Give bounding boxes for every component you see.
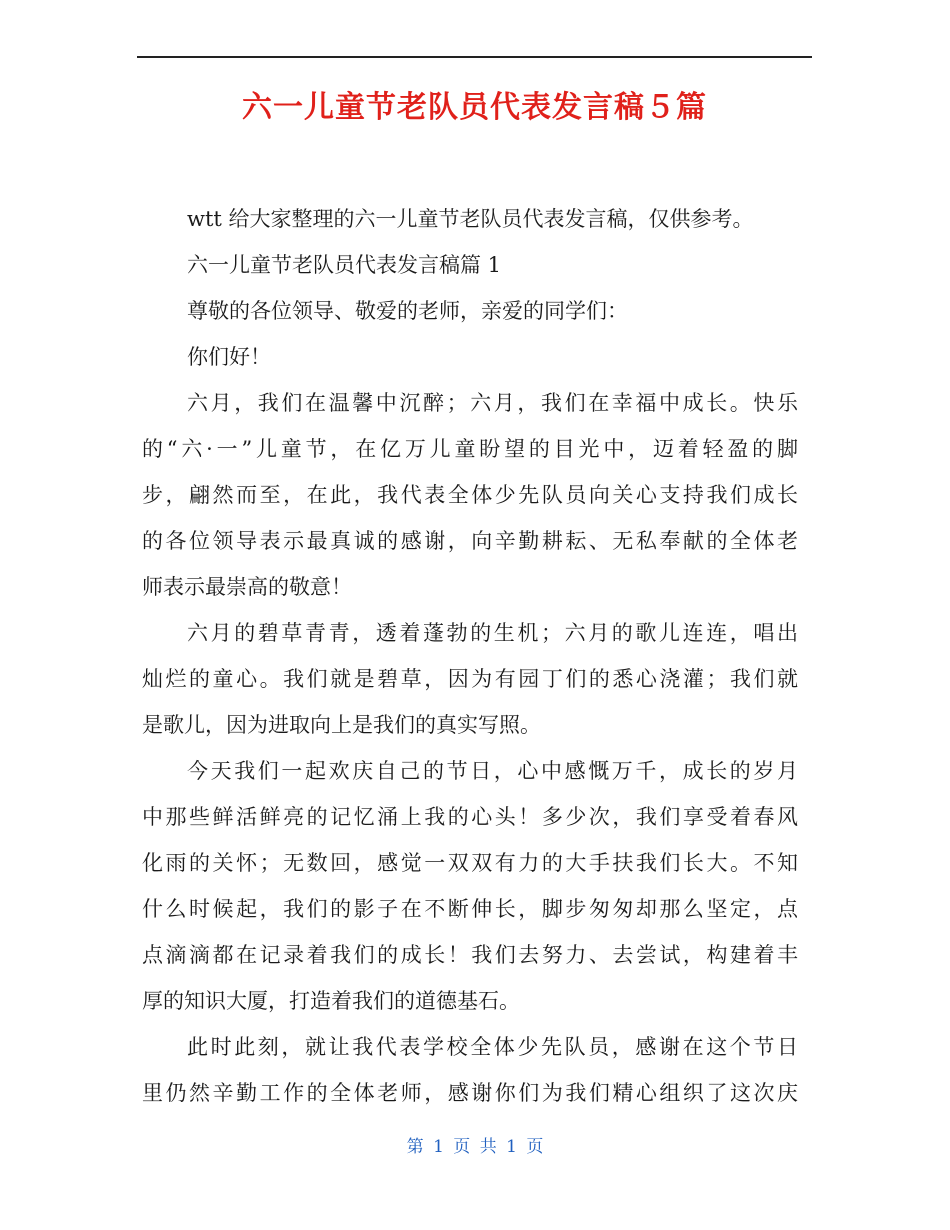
paragraph-3-line: 什么时候起，我们的影子在不断伸长，脚步匆匆却那么坚定，点 <box>142 897 798 921</box>
paragraph-3-line: 中那些鲜活鲜亮的记忆涌上我的心头！多少次，我们享受着春风 <box>142 805 798 829</box>
paragraph-1-line: 师表示最崇高的敬意！ <box>142 575 352 599</box>
paragraph-2-line: 灿烂的童心。我们就是碧草，因为有园丁们的悉心浇灌；我们就 <box>142 667 798 691</box>
paragraph-4-line: 此时此刻，就让我代表学校全体少先队员，感谢在这个节日 <box>187 1035 798 1059</box>
document-title: 六一儿童节老队员代表发言稿５篇 <box>242 90 707 125</box>
paragraph-4-line: 里仍然辛勤工作的全体老师，感谢你们为我们精心组织了这次庆 <box>142 1081 798 1105</box>
paragraph-1-line: 的“六·一”儿童节，在亿万儿童盼望的目光中，迈着轻盈的脚 <box>142 437 798 461</box>
paragraph-3-line: 点滴滴都在记录着我们的成长！我们去努力、去尝试，构建着丰 <box>142 943 798 967</box>
document-body <box>142 196 798 1116</box>
header-rule <box>137 56 812 58</box>
paragraph-1-line: 步，翩然而至，在此，我代表全体少先队员向关心支持我们成长 <box>142 483 798 507</box>
paragraph-3-line: 今天我们一起欢庆自己的节日，心中感慨万千，成长的岁月 <box>187 759 798 783</box>
paragraph-1-line: 六月，我们在温馨中沉醉；六月，我们在幸福中成长。快乐 <box>187 391 798 415</box>
paragraph-2-line: 是歌儿，因为进取向上是我们的真实写照。 <box>142 713 541 737</box>
paragraph-2-line: 六月的碧草青青，透着蓬勃的生机；六月的歌儿连连，唱出 <box>187 621 798 645</box>
section-heading: 六一儿童节老队员代表发言稿篇 1 <box>187 253 502 277</box>
paragraph-3-line: 厚的知识大厦，打造着我们的道德基石。 <box>142 989 520 1013</box>
salutation: 尊敬的各位领导、敬爱的老师，亲爱的同学们： <box>187 299 628 323</box>
greeting: 你们好！ <box>187 345 271 369</box>
page-number-footer: 第 1 页 共 1 页 <box>406 1137 544 1157</box>
paragraph-3-line: 化雨的关怀；无数回，感觉一双双有力的大手扶我们长大。不知 <box>142 851 798 875</box>
intro-line: wtt 给大家整理的六一儿童节老队员代表发言稿，仅供参考。 <box>187 207 754 231</box>
paragraph-1-line: 的各位领导表示最真诚的感谢，向辛勤耕耘、无私奉献的全体老 <box>142 529 798 553</box>
